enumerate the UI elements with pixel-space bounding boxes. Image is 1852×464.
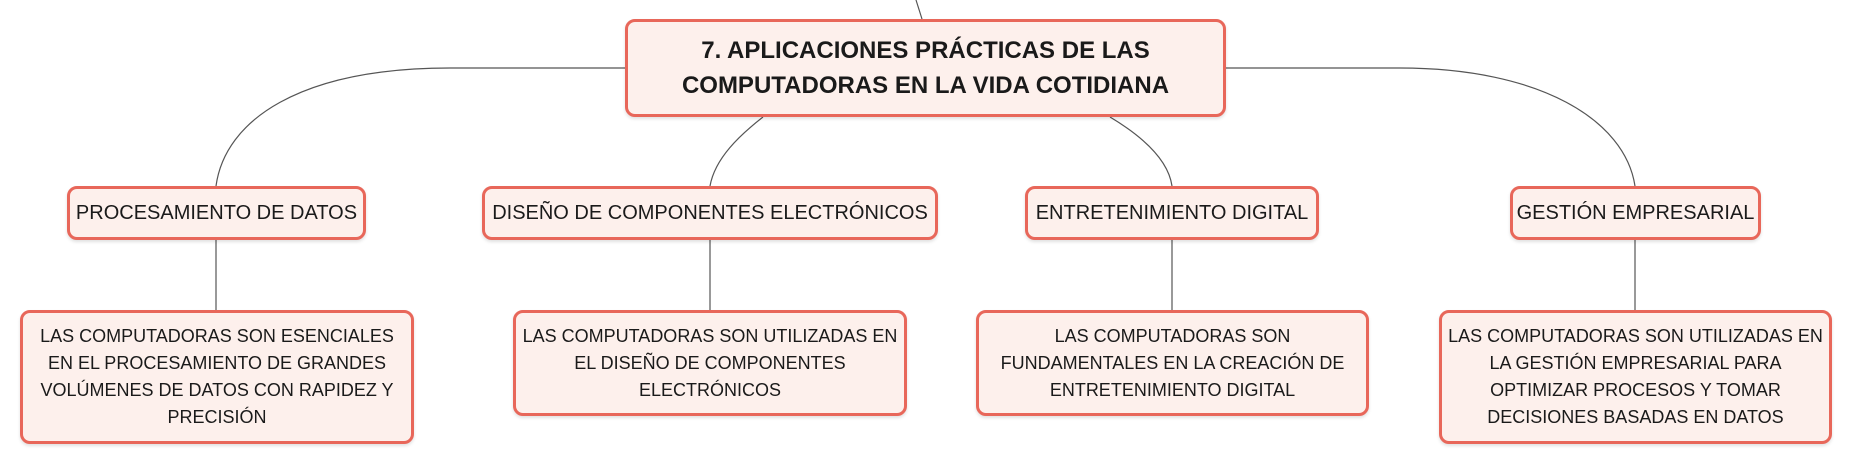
branch-gestion-empresarial[interactable]: [1510, 186, 1761, 240]
central-topic-title: 7. APLICACIONES PRÁCTICAS DE LAS COMPUTADORAS EN LA VIDA COTIDIANA: [681, 37, 1170, 99]
detail-text: LAS COMPUTADORAS SON ESENCIALES EN EL PROCESAMIENTO DE GRANDES VOLÚMENES DE DATOS CON RAPIDEZ Y PRECISIÓN: [40, 326, 394, 427]
branch-label: PROCESAMIENTO DE DATOS: [75, 202, 358, 224]
branch-label: GESTIÓN EMPRESARIAL: [1516, 202, 1755, 224]
connector-central-to-diseno: [710, 117, 763, 186]
branch-entretenimiento-digital[interactable]: [1025, 186, 1319, 240]
detail-procesamiento-de-datos[interactable]: [20, 310, 414, 444]
connector-central-to-gestion: [1226, 68, 1635, 186]
detail-diseno-de-componentes[interactable]: [513, 310, 907, 416]
parent-connector: [916, 0, 922, 19]
detail-entretenimiento-digital[interactable]: [976, 310, 1369, 416]
detail-text: LAS COMPUTADORAS SON FUNDAMENTALES EN LA CREACIÓN DE ENTRETENIMIENTO DIGITAL: [1000, 325, 1345, 400]
connector-central-to-procesamiento: [216, 68, 625, 186]
connector-central-to-entretenimiento: [1110, 117, 1172, 186]
detail-text: LAS COMPUTADORAS SON UTILIZADAS EN LA GESTIÓN EMPRESARIAL PARA OPTIMIZAR PROCESOS Y TOMAR DECISIONES BASADAS EN DATOS: [1448, 326, 1823, 427]
branch-label: ENTRETENIMIENTO DIGITAL: [1035, 202, 1309, 224]
branch-label: DISEÑO DE COMPONENTES ELECTRÓNICOS: [492, 202, 928, 224]
detail-text: LAS COMPUTADORAS SON UTILIZADAS EN EL DISEÑO DE COMPONENTES ELECTRÓNICOS: [522, 325, 898, 400]
branch-procesamiento-de-datos[interactable]: [67, 186, 366, 240]
central-topic[interactable]: [625, 19, 1226, 117]
branch-diseno-de-componentes[interactable]: [482, 186, 938, 240]
detail-gestion-empresarial[interactable]: [1439, 310, 1832, 444]
